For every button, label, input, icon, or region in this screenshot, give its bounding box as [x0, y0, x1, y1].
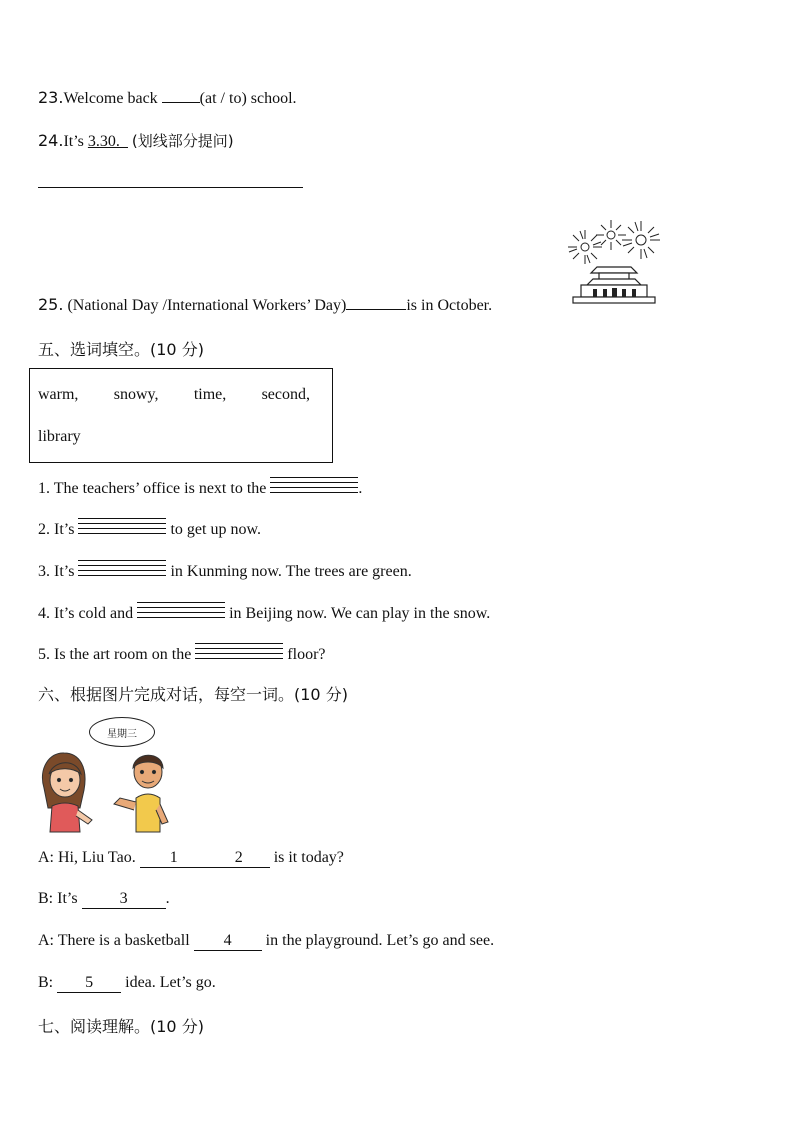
- underlined-part: 3.30._: [87, 133, 128, 150]
- answer-blank-5[interactable]: 5: [57, 974, 121, 993]
- answer-blank-2[interactable]: 2: [208, 849, 270, 868]
- answer-blank[interactable]: [78, 518, 166, 538]
- dialogue-line-1: A: Hi, Liu Tao. 1 2 is it today?: [38, 849, 344, 866]
- section-7-heading: 七、阅读理解。(10 分): [38, 1017, 204, 1036]
- answer-blank[interactable]: [137, 602, 225, 622]
- answer-blank[interactable]: [162, 88, 200, 103]
- answer-blank[interactable]: [346, 295, 406, 310]
- question-24: 24.It’s 3.30._ (划线部分提问): [38, 131, 234, 150]
- question-25: 25. (National Day /International Workers’ Day) is in October.: [38, 295, 493, 314]
- dialogue-line-2: B: It’s 3 .: [38, 890, 170, 907]
- question-23: 23.Welcome back (at / to) school.: [38, 88, 297, 107]
- fill-item-3: 3. It’s in Kunming now. The trees are green.: [38, 560, 412, 581]
- fill-item-4: 4. It’s cold and in Beijing now. We can play in the snow.: [38, 602, 490, 623]
- section-6-heading: 六、根据图片完成对话，每空一词。(10 分): [38, 685, 348, 704]
- answer-blank-3[interactable]: 3: [82, 890, 166, 909]
- answer-blank[interactable]: [270, 477, 358, 497]
- answer-blank[interactable]: [195, 643, 283, 663]
- fill-item-2: 2. It’s to get up now.: [38, 518, 261, 539]
- answer-blank-4[interactable]: 4: [194, 932, 262, 951]
- answer-line[interactable]: [38, 187, 303, 188]
- tiananmen-fireworks-image: [563, 215, 665, 305]
- fill-item-1: 1. The teachers’ office is next to the .: [38, 477, 362, 498]
- answer-blank-1[interactable]: 1: [140, 849, 208, 868]
- dialogue-line-4: B: 5 idea. Let’s go.: [38, 974, 216, 991]
- fill-item-5: 5. Is the art room on the floor?: [38, 643, 326, 664]
- section-5-heading: 五、选词填空。(10 分): [38, 340, 204, 359]
- answer-blank[interactable]: [78, 560, 166, 580]
- dialogue-characters-image: [36, 748, 171, 834]
- speech-bubble: 星期三: [89, 717, 155, 747]
- dialogue-line-3: A: There is a basketball 4 in the playground. Let’s go and see.: [38, 932, 495, 949]
- word-bank: warm, snowy, time, second, library: [29, 368, 333, 463]
